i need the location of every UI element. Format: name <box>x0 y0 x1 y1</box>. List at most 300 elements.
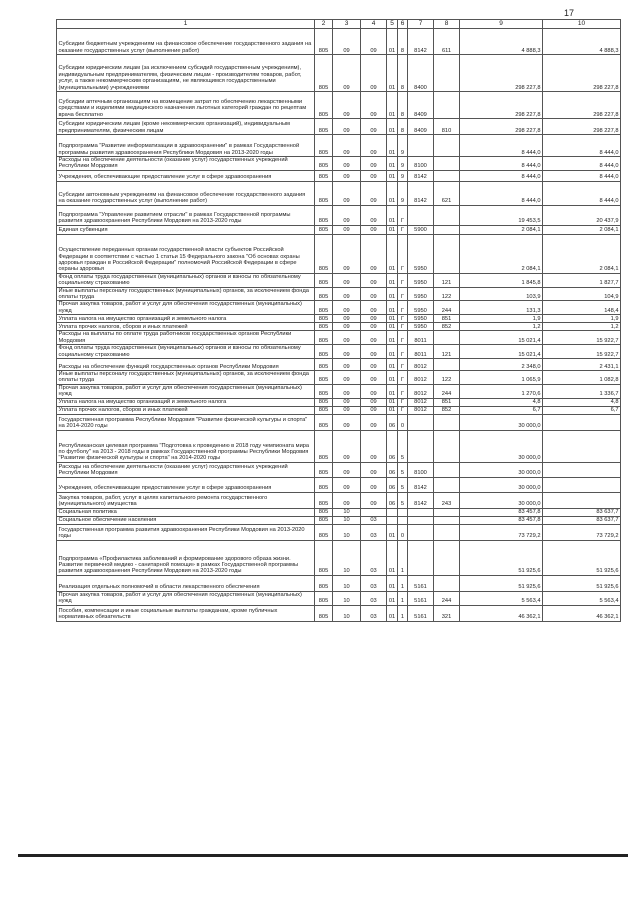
table-row <box>57 414 621 430</box>
table-row <box>57 29 621 55</box>
row-subsection: 09 <box>361 331 387 345</box>
row-article: 8012 <box>408 359 434 371</box>
row-amount-2015: 46 362,1 <box>460 605 543 621</box>
row-article: 8142 <box>408 477 434 492</box>
row-admin-code: 805 <box>315 92 333 119</box>
row-section: 09 <box>333 492 361 508</box>
row-subsection: 09 <box>361 371 387 385</box>
row-amount-2016 <box>543 492 621 508</box>
row-admin-code: 805 <box>315 345 333 359</box>
row-description: Реализация отдельных полномочий в области лекарственного обеспечения <box>57 575 315 591</box>
row-subprogram: Г <box>398 384 408 398</box>
row-admin-code: 805 <box>315 414 333 430</box>
row-amount-2016: 2 431,1 <box>543 359 621 371</box>
row-subsection: 03 <box>361 605 387 621</box>
row-amount-2016: 51 925,6 <box>543 540 621 575</box>
row-section: 09 <box>333 301 361 315</box>
row-admin-code: 805 <box>315 119 333 135</box>
column-header: 8 <box>434 20 460 29</box>
row-section: 09 <box>333 55 361 92</box>
row-amount-2015: 30 000,0 <box>460 414 543 430</box>
row-program: 06 <box>387 462 398 477</box>
column-header: 7 <box>408 20 434 29</box>
row-section: 09 <box>333 406 361 414</box>
row-description: Субсидии автономным учреждениям на финансовое обеспечение государственного задания на оказание государственных услуг (выполнение работ) <box>57 181 315 205</box>
row-admin-code: 805 <box>315 605 333 621</box>
budget-table <box>56 19 621 622</box>
row-amount-2016: 4 888,3 <box>543 29 621 55</box>
row-article: 8012 <box>408 406 434 414</box>
row-subprogram: 1 <box>398 575 408 591</box>
row-amount-2015: 6,7 <box>460 406 543 414</box>
row-section: 10 <box>333 605 361 621</box>
row-amount-2016: 2 084,1 <box>543 225 621 234</box>
row-amount-2016 <box>543 477 621 492</box>
row-amount-2015: 19 453,5 <box>460 205 543 225</box>
row-article: 8100 <box>408 157 434 171</box>
row-amount-2015: 51 925,6 <box>460 575 543 591</box>
row-subprogram: Г <box>398 331 408 345</box>
row-admin-code: 805 <box>315 181 333 205</box>
row-article: 8409 <box>408 92 434 119</box>
row-section: 10 <box>333 516 361 524</box>
row-subprogram: Г <box>398 234 408 273</box>
row-amount-2016: 148,4 <box>543 301 621 315</box>
row-subsection <box>361 508 387 516</box>
row-admin-code: 805 <box>315 55 333 92</box>
row-amount-2016: 51 925,6 <box>543 575 621 591</box>
row-description: Учреждения, обеспечивающие предоставление услуг в сфере здравоохранения <box>57 170 315 181</box>
row-subprogram: 9 <box>398 135 408 157</box>
row-article: 5161 <box>408 605 434 621</box>
row-expense-type: 244 <box>434 384 460 398</box>
row-subsection: 09 <box>361 234 387 273</box>
row-subsection: 09 <box>361 170 387 181</box>
row-subsection: 09 <box>361 323 387 331</box>
row-section: 09 <box>333 287 361 301</box>
row-admin-code: 805 <box>315 492 333 508</box>
row-subprogram: 1 <box>398 540 408 575</box>
row-section: 10 <box>333 540 361 575</box>
row-subsection: 09 <box>361 406 387 414</box>
row-program: 01 <box>387 591 398 605</box>
row-description: Единая субвенция <box>57 225 315 234</box>
row-amount-2016: 1,2 <box>543 323 621 331</box>
row-expense-type: 122 <box>434 287 460 301</box>
table-row <box>57 384 621 398</box>
row-article: 8409 <box>408 119 434 135</box>
row-program: 01 <box>387 384 398 398</box>
row-section: 09 <box>333 331 361 345</box>
table-row <box>57 135 621 157</box>
row-description: Осуществление переданных органам государственной власти субъектов Российской Федерации в соответствии с частью 1 статьи 15 Федерального закона "Об основах охраны здоровья граждан в Российской Федерации" полномочий Российской Федерации в сфере охраны здоровья <box>57 234 315 273</box>
row-program: 01 <box>387 406 398 414</box>
row-section: 10 <box>333 508 361 516</box>
row-description: Пособия, компенсации и иные социальные выплаты гражданам, кроме публичных нормативных обязательств <box>57 605 315 621</box>
row-description: Уплата прочих налогов, сборов и иных платежей <box>57 406 315 414</box>
row-expense-type <box>434 477 460 492</box>
row-expense-type <box>434 92 460 119</box>
row-subprogram: Г <box>398 287 408 301</box>
row-section: 09 <box>333 234 361 273</box>
row-article: 5950 <box>408 315 434 323</box>
row-expense-type: 851 <box>434 315 460 323</box>
row-admin-code: 805 <box>315 359 333 371</box>
row-article <box>408 524 434 540</box>
row-admin-code: 805 <box>315 225 333 234</box>
row-section: 09 <box>333 345 361 359</box>
row-section: 09 <box>333 359 361 371</box>
table-row <box>57 605 621 621</box>
row-description: Субсидии юридическим лицам (кроме некоммерческих организаций), индивидуальным предпринимателям, физическим лицам <box>57 119 315 135</box>
row-description: Государственная программа Республики Мордовия "Развитие физической культуры и спорта" на 2014-2020 годы <box>57 414 315 430</box>
table-row <box>57 345 621 359</box>
row-amount-2015: 298 227,8 <box>460 92 543 119</box>
table-row <box>57 462 621 477</box>
row-amount-2016: 83 637,7 <box>543 508 621 516</box>
row-subsection: 09 <box>361 119 387 135</box>
row-amount-2015: 298 227,8 <box>460 55 543 92</box>
row-amount-2016: 1 082,8 <box>543 371 621 385</box>
row-article <box>408 414 434 430</box>
row-amount-2016: 20 437,9 <box>543 205 621 225</box>
row-admin-code: 805 <box>315 273 333 287</box>
table-row <box>57 398 621 406</box>
row-admin-code: 805 <box>315 287 333 301</box>
table-row <box>57 287 621 301</box>
table-row <box>57 119 621 135</box>
table-row <box>57 492 621 508</box>
row-section: 09 <box>333 29 361 55</box>
row-section: 09 <box>333 181 361 205</box>
row-expense-type <box>434 524 460 540</box>
row-amount-2016: 73 729,2 <box>543 524 621 540</box>
row-subprogram <box>398 508 408 516</box>
row-subprogram: Г <box>398 225 408 234</box>
row-admin-code: 805 <box>315 170 333 181</box>
row-amount-2015: 30 000,0 <box>460 477 543 492</box>
row-admin-code: 805 <box>315 135 333 157</box>
row-subprogram: 5 <box>398 430 408 462</box>
table-row <box>57 540 621 575</box>
row-program: 01 <box>387 29 398 55</box>
row-program: 01 <box>387 524 398 540</box>
row-article <box>408 205 434 225</box>
table-row <box>57 55 621 92</box>
table-row <box>57 371 621 385</box>
table-row <box>57 516 621 524</box>
row-expense-type: 852 <box>434 323 460 331</box>
table-row <box>57 170 621 181</box>
row-section: 09 <box>333 157 361 171</box>
row-section: 09 <box>333 315 361 323</box>
row-program <box>387 516 398 524</box>
table-row <box>57 92 621 119</box>
row-amount-2016: 298 227,8 <box>543 55 621 92</box>
row-article <box>408 508 434 516</box>
row-amount-2016 <box>543 414 621 430</box>
row-description: Фонд оплаты труда государственных (муниципальных) органов и взносы по обязательному социальному страхованию <box>57 345 315 359</box>
table-row <box>57 225 621 234</box>
row-subprogram: Г <box>398 345 408 359</box>
row-amount-2015: 5 563,4 <box>460 591 543 605</box>
row-program: 01 <box>387 575 398 591</box>
row-subsection: 09 <box>361 345 387 359</box>
row-subsection: 09 <box>361 414 387 430</box>
row-amount-2016: 4,8 <box>543 398 621 406</box>
row-subprogram: 5 <box>398 462 408 477</box>
row-admin-code: 805 <box>315 575 333 591</box>
row-subsection: 09 <box>361 135 387 157</box>
row-amount-2016: 8 444,0 <box>543 135 621 157</box>
row-subsection: 03 <box>361 591 387 605</box>
row-program: 01 <box>387 119 398 135</box>
row-article: 5950 <box>408 273 434 287</box>
row-admin-code: 805 <box>315 371 333 385</box>
table-row <box>57 575 621 591</box>
table-row <box>57 406 621 414</box>
row-section: 09 <box>333 477 361 492</box>
row-subsection: 09 <box>361 205 387 225</box>
row-program: 06 <box>387 430 398 462</box>
row-subsection: 09 <box>361 359 387 371</box>
row-admin-code: 805 <box>315 29 333 55</box>
row-program: 01 <box>387 301 398 315</box>
row-subprogram <box>398 516 408 524</box>
row-subsection: 09 <box>361 492 387 508</box>
row-amount-2016: 46 362,1 <box>543 605 621 621</box>
row-amount-2016: 8 444,0 <box>543 157 621 171</box>
row-section: 09 <box>333 323 361 331</box>
row-article: 8012 <box>408 398 434 406</box>
row-amount-2015: 1 270,6 <box>460 384 543 398</box>
row-description: Субсидии юридическим лицам (за исключением субсидий государственным учреждениям), индивидуальным предпринимателям, физическим лицам - производителям товаров, работ, услуг, а также некоммерческим организациям, не являющимся государственными (муниципальными) учреждениями <box>57 55 315 92</box>
table-body <box>57 29 621 622</box>
row-description: Уплата прочих налогов, сборов и иных платежей <box>57 323 315 331</box>
row-description: Уплата налога на имущество организаций и земельного налога <box>57 398 315 406</box>
row-program: 01 <box>387 315 398 323</box>
row-admin-code: 805 <box>315 524 333 540</box>
row-expense-type <box>434 55 460 92</box>
row-admin-code: 805 <box>315 508 333 516</box>
row-subsection: 09 <box>361 273 387 287</box>
row-article: 5950 <box>408 287 434 301</box>
row-description: Фонд оплаты труда государственных (муниципальных) органов и взносы по обязательному социальному страхованию <box>57 273 315 287</box>
row-admin-code: 805 <box>315 234 333 273</box>
table-row <box>57 323 621 331</box>
row-admin-code: 805 <box>315 406 333 414</box>
row-amount-2015: 8 444,0 <box>460 135 543 157</box>
row-expense-type: 810 <box>434 119 460 135</box>
row-section: 09 <box>333 205 361 225</box>
row-program: 06 <box>387 492 398 508</box>
row-expense-type <box>434 234 460 273</box>
row-section: 09 <box>333 384 361 398</box>
row-admin-code: 805 <box>315 398 333 406</box>
column-header: 5 <box>387 20 398 29</box>
row-subsection: 03 <box>361 516 387 524</box>
row-amount-2015: 8 444,0 <box>460 157 543 171</box>
column-header: 1 <box>57 20 315 29</box>
row-subsection: 03 <box>361 524 387 540</box>
page-number: 17 <box>564 8 575 18</box>
row-amount-2015: 30 000,0 <box>460 462 543 477</box>
row-admin-code: 805 <box>315 384 333 398</box>
row-article: 8142 <box>408 492 434 508</box>
row-program: 01 <box>387 170 398 181</box>
row-program: 01 <box>387 135 398 157</box>
row-program: 06 <box>387 414 398 430</box>
table-row <box>57 273 621 287</box>
row-section: 09 <box>333 414 361 430</box>
row-article: 8100 <box>408 462 434 477</box>
row-section: 09 <box>333 371 361 385</box>
row-article: 8012 <box>408 384 434 398</box>
row-amount-2015: 1 065,9 <box>460 371 543 385</box>
row-section: 09 <box>333 135 361 157</box>
row-amount-2016: 15 922,7 <box>543 331 621 345</box>
row-subprogram: 9 <box>398 181 408 205</box>
row-article: 5950 <box>408 323 434 331</box>
row-program: 01 <box>387 540 398 575</box>
row-article: 8012 <box>408 371 434 385</box>
row-expense-type <box>434 462 460 477</box>
table-row <box>57 331 621 345</box>
row-amount-2015: 51 925,6 <box>460 540 543 575</box>
row-description: Прочая закупка товаров, работ и услуг для обеспечения государственных (муниципальных) нужд <box>57 384 315 398</box>
row-amount-2015: 83 457,8 <box>460 508 543 516</box>
row-admin-code: 805 <box>315 430 333 462</box>
row-amount-2015: 298 227,8 <box>460 119 543 135</box>
row-expense-type <box>434 135 460 157</box>
row-subsection: 09 <box>361 384 387 398</box>
row-subprogram: 0 <box>398 414 408 430</box>
row-subprogram: 8 <box>398 119 408 135</box>
row-article: 8400 <box>408 55 434 92</box>
row-amount-2015: 103,9 <box>460 287 543 301</box>
row-subprogram: 8 <box>398 92 408 119</box>
row-admin-code: 805 <box>315 157 333 171</box>
row-amount-2015: 2 348,0 <box>460 359 543 371</box>
row-amount-2015: 4 888,3 <box>460 29 543 55</box>
row-admin-code: 805 <box>315 462 333 477</box>
row-article: 5161 <box>408 591 434 605</box>
table-row <box>57 477 621 492</box>
row-expense-type: 851 <box>434 398 460 406</box>
row-subsection: 09 <box>361 398 387 406</box>
row-subsection: 09 <box>361 225 387 234</box>
row-expense-type: 243 <box>434 492 460 508</box>
row-subprogram: Г <box>398 398 408 406</box>
row-program <box>387 508 398 516</box>
row-section: 09 <box>333 398 361 406</box>
row-program: 01 <box>387 55 398 92</box>
row-subsection: 03 <box>361 575 387 591</box>
row-admin-code: 805 <box>315 540 333 575</box>
table-row <box>57 508 621 516</box>
row-section: 09 <box>333 119 361 135</box>
row-section: 09 <box>333 430 361 462</box>
row-amount-2016: 2 084,1 <box>543 234 621 273</box>
row-program: 01 <box>387 205 398 225</box>
column-header: 4 <box>361 20 387 29</box>
row-admin-code: 805 <box>315 516 333 524</box>
row-subsection: 09 <box>361 181 387 205</box>
row-subprogram: Г <box>398 406 408 414</box>
table-row <box>57 205 621 225</box>
row-subprogram: Г <box>398 205 408 225</box>
row-expense-type <box>434 157 460 171</box>
row-subsection: 09 <box>361 29 387 55</box>
row-description: Субсидии аптечным организациям на возмещение затрат по обеспечению лекарственными средствами и изделиями медицинского назначения льготных категорий граждан по рецептам врача бесплатно <box>57 92 315 119</box>
row-program: 01 <box>387 92 398 119</box>
row-section: 10 <box>333 524 361 540</box>
row-subprogram: Г <box>398 359 408 371</box>
row-amount-2016: 15 922,7 <box>543 345 621 359</box>
row-expense-type: 122 <box>434 371 460 385</box>
row-program: 01 <box>387 157 398 171</box>
row-program: 01 <box>387 331 398 345</box>
table-row <box>57 234 621 273</box>
row-program: 01 <box>387 181 398 205</box>
row-admin-code: 805 <box>315 331 333 345</box>
row-amount-2015: 2 084,1 <box>460 234 543 273</box>
row-program: 01 <box>387 605 398 621</box>
row-program: 06 <box>387 477 398 492</box>
row-subprogram: Г <box>398 315 408 323</box>
row-amount-2016: 298 227,8 <box>543 92 621 119</box>
row-section: 09 <box>333 92 361 119</box>
row-subsection: 09 <box>361 462 387 477</box>
table-row <box>57 591 621 605</box>
row-expense-type <box>434 205 460 225</box>
row-subprogram: 8 <box>398 55 408 92</box>
row-subprogram: 9 <box>398 157 408 171</box>
row-article: 8011 <box>408 331 434 345</box>
row-article: 8142 <box>408 170 434 181</box>
column-header: 10 <box>543 20 621 29</box>
row-description: Республиканская целевая программа "Подготовка к проведению в 2018 году чемпионата мира по футболу" на 2013 - 2018 годы в рамках Государственной программы Республики Мордовия "Развитие физической культуры и спорта" на 2014-2020 годы <box>57 430 315 462</box>
row-description: Прочая закупка товаров, работ и услуг для обеспечения государственных (муниципальных) нужд <box>57 591 315 605</box>
row-expense-type <box>434 331 460 345</box>
row-description: Социальная политика <box>57 508 315 516</box>
table-row <box>57 315 621 323</box>
bottom-rule <box>18 854 628 857</box>
row-description: Учреждения, обеспечивающие предоставление услуг в сфере здравоохранения <box>57 477 315 492</box>
row-description: Субсидии бюджетным учреждениям на финансовое обеспечение государственного задания на оказание государственных услуг (выполнение работ) <box>57 29 315 55</box>
row-expense-type: 121 <box>434 345 460 359</box>
row-program: 01 <box>387 225 398 234</box>
row-expense-type: 611 <box>434 29 460 55</box>
row-subsection: 09 <box>361 301 387 315</box>
row-amount-2016: 83 637,7 <box>543 516 621 524</box>
row-amount-2016: 104,9 <box>543 287 621 301</box>
row-subprogram: Г <box>398 371 408 385</box>
row-subprogram: 0 <box>398 524 408 540</box>
row-subprogram: 8 <box>398 29 408 55</box>
column-header: 3 <box>333 20 361 29</box>
row-amount-2015: 1,2 <box>460 323 543 331</box>
column-header: 9 <box>460 20 543 29</box>
row-subprogram: Г <box>398 323 408 331</box>
row-subprogram: 9 <box>398 170 408 181</box>
row-description: Прочая закупка товаров, работ и услуг для обеспечения государственных (муниципальных) нужд <box>57 301 315 315</box>
row-amount-2015: 15 021,4 <box>460 331 543 345</box>
row-program: 01 <box>387 359 398 371</box>
row-amount-2015: 8 444,0 <box>460 170 543 181</box>
row-amount-2015: 1 845,8 <box>460 273 543 287</box>
row-subsection: 09 <box>361 92 387 119</box>
